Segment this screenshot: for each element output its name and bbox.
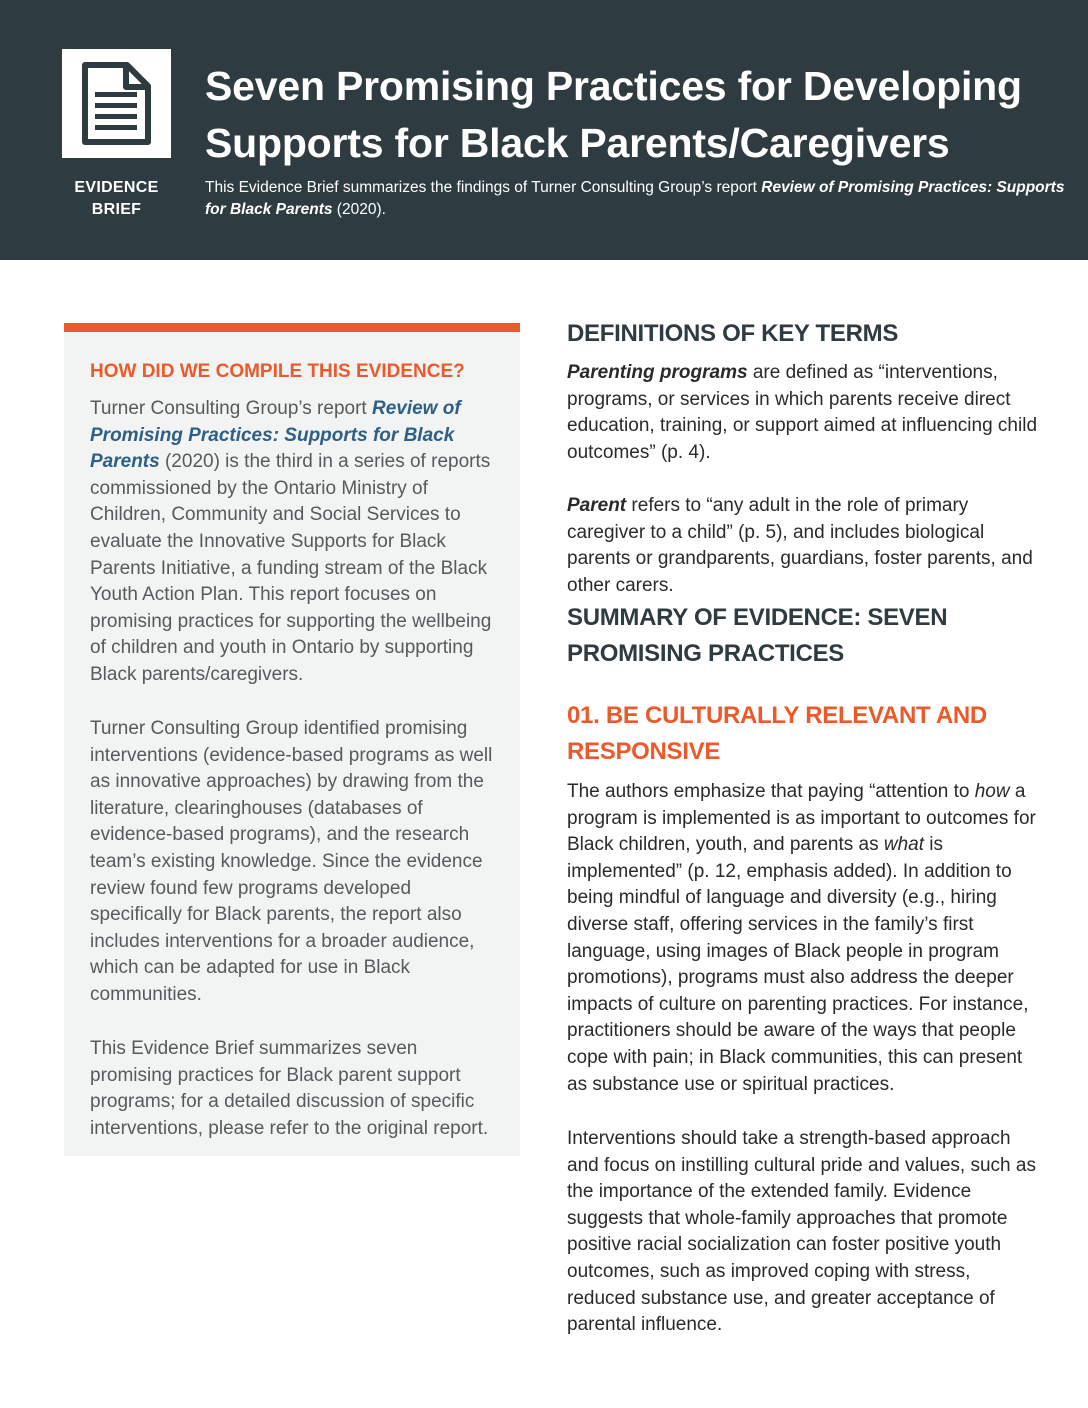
term-parent-def: refers to “any adult in the role of primary caregiver to a child” (p. 5), and includes biological parents or grandparents, guardians, foster parents, and other carers. xyxy=(567,495,1033,596)
p1-how: how xyxy=(974,781,1010,802)
subtitle-year: (2020). xyxy=(332,201,386,218)
evidence-compilation-sidebar xyxy=(64,323,520,1156)
practice-01-heading: 01. BE CULTURALLY RELEVANT AND RESPONSIVE xyxy=(567,702,987,765)
practice-01-paragraph-1 xyxy=(567,779,1037,1098)
sidebar-p1-body: (2020) is the third in a series of reports commissioned by the Ontario Ministry of Children, Community and Social Services to evaluate the Innovative Supports for Black Parents Initiative, a funding stream of the Black Youth Action Plan. This report focuses on promising practices for supporting the wellbeing of children and youth in Ontario by supporting Black parents/caregivers. xyxy=(90,451,492,685)
sidebar-heading: HOW DID WE COMPILE THIS EVIDENCE? xyxy=(90,361,465,382)
sidebar-paragraph-3: This Evidence Brief summarizes seven promising practices for Black parent support programs; for a detailed discussion of specific interventions, please refer to the original report. xyxy=(90,1038,489,1139)
sidebar-paragraph-2: Turner Consulting Group identified promising interventions (evidence-based programs as well as innovative approaches) by drawing from the literature, clearinghouses (databases of evidence-based programs), and the research team’s existing knowledge. Since the evidence review found few programs developed specifically for Black parents, the report also includes interventions for a broader audience, which can be adapted for use in Black communities. xyxy=(90,718,493,1005)
p1-part-a: The authors emphasize that paying “attention to xyxy=(567,781,975,802)
header-banner xyxy=(0,0,1088,260)
document-icon xyxy=(81,62,152,145)
document-icon-box xyxy=(62,49,171,158)
practice-01-paragraph-2: Interventions should take a strength-based approach and focus on instilling cultural pride and values, such as the importance of the extended family. Evidence suggests that whole-family approaches that promote positive racial socialization can foster positive youth outcomes, such as improved coping with stress, reduced substance use, and greater acceptance of parental influence. xyxy=(567,1128,1036,1336)
subtitle-text: This Evidence Brief summarizes the findings of Turner Consulting Group’s report xyxy=(205,179,762,196)
term-parent: Parent xyxy=(567,495,627,516)
p1-part-c: is implemented” (p. 12, emphasis added). In addition to being mindful of language and diversity (e.g., hiring diverse staff, offering services in the family’s first language, using images of Black people in program promotions), programs must also address the deeper impacts of culture on parenting practices. For instance, practitioners should be aware of the ways that people cope with pain; in Black communities, this can present as substance use or spiritual practices. xyxy=(567,834,1029,1095)
evidence-brief-label: EVIDENCE BRIEF xyxy=(74,179,159,218)
term-parenting-programs: Parenting programs xyxy=(567,362,748,383)
page-subtitle xyxy=(205,177,1065,221)
p1-part-b: a program is implemented is as important to outcomes for Black children, youth, and parents as xyxy=(567,781,1036,856)
report-title-link[interactable]: Review of Promising Practices: Supports for Black Parents xyxy=(90,398,461,473)
p1-what: what xyxy=(883,834,924,856)
sidebar-p1-intro: Turner Consulting Group’s report xyxy=(90,398,372,419)
definitions-heading: DEFINITIONS OF KEY TERMS xyxy=(567,320,899,347)
sidebar-paragraph-1 xyxy=(90,396,500,689)
summary-heading: SUMMARY OF EVIDENCE: SEVEN PROMISING PRACTICES xyxy=(567,604,948,667)
definition-parenting-programs xyxy=(567,360,1037,466)
term-parenting-programs-def: are defined as “interventions, programs, or services in which parents receive direct education, training, or support aimed at influencing child outcomes” (p. 4). xyxy=(567,362,1038,463)
subtitle-report-title: Review of Promising Practices: Supports for Black Parents xyxy=(205,179,1065,218)
page-title: Seven Promising Practices for Developing Supports for Black Parents/Caregivers xyxy=(205,63,1022,166)
definition-parent xyxy=(567,493,1037,599)
